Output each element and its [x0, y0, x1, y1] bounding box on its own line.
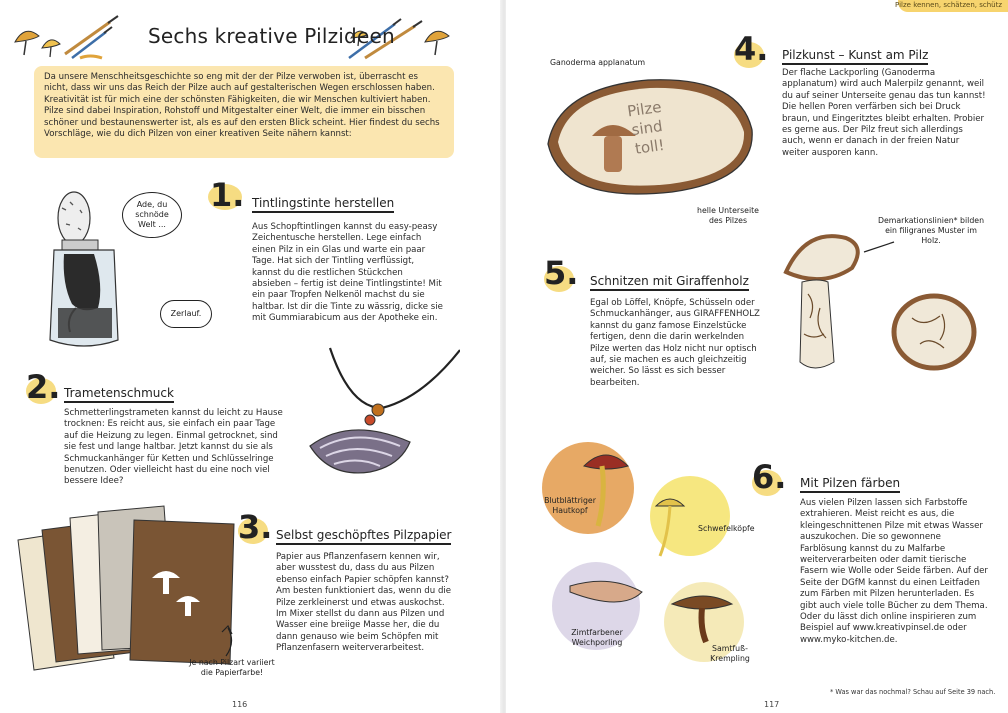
section-text-6: Aus vielen Pilzen lassen sich Farbstoffe extrahieren. Meist reicht es aus, die kleingeschnittenen Pilze mit etwas Wasser auszukochen. Die so gewonnene Farblösung kannst du zu Malfarbe weiterverarbeiten oder damit tierische Fasern wie Wolle oder Seide färben. Auf der Seite der DGfM kannst du einen Leitfaden zum Färben mit Pilzen herunterladen. Es gibt auch viele tolle Bücher zu dem Thema. Oder du lässt dich online inspirieren zum Beispiel auf www.kreativpinsel.de oder www.myko-kitchen.de. [800, 498, 988, 645]
page-number-left: 116 [232, 700, 248, 709]
giraffe-wood-illustration [774, 224, 984, 390]
dye-label-schwefel: Schwefelköpfe [698, 524, 755, 533]
section-heading-5: Schnitzen mit Giraffenholz [590, 274, 749, 291]
mushroom-brush-decoration-left-icon [10, 14, 130, 62]
section-number-2: 2. [26, 368, 61, 406]
ganoderma-label: Ganoderma applanatum [550, 58, 646, 67]
running-header [895, 0, 1008, 12]
left-page [0, 0, 502, 713]
speech-bubble-melt [160, 300, 212, 328]
section-heading-3: Selbst geschöpftes Pilzpapier [276, 528, 451, 545]
section-number-5: 5. [544, 254, 579, 292]
footnote: * Was war das nochmal? Schau auf Seite 39 nach. [830, 688, 996, 696]
section-text-1: Aus Schopftintlingen kannst du easy-peasy Zeichentusche herstellen. Lege einfach einen Pilz in ein Glas und warte ein paar Tage. Hat sich der Tintling verflüssigt, kannst du die restlichen Stückchen absieben – fertig ist deine Tintlingstinte! Mit ein paar Tropfen Nelkenöl machst du sie haltbar. Ist dir die Tinte zu wässrig, dicke sie mit Gummiarabicum aus der Apotheke ein. [252, 222, 443, 324]
section-number-1: 1. [210, 176, 245, 214]
page-number-right: 117 [764, 700, 780, 709]
intro-text-box: Da unsere Menschheitsgeschichte so eng mit der der Pilze verwoben ist, überrascht es nicht, dass wir uns das Reich der Pilze auch auf gestalterischen Wegen erschlossen haben. Kreativität ist für mich eine der schönsten Fähigkeiten, die wir Menschen kultiviert haben. Pilze sind dabei Inspiration, Rohstoff und Mitgestalter einer Welt, die immer ein bisschen schöner und bestaunenswerter ist, als es auf den ersten Blick scheint. Hier findest du sechs Vorschläge, wie du dich Pilzen von einer kreativen Seite nähern kannst: [34, 66, 454, 158]
section-text-5: Egal ob Löffel, Knöpfe, Schüsseln oder Schmuckanhänger, aus GIRAFFENHOLZ kannst du ganz famose Einzelstücke fertigen, denn die darin werkelnden Pilze werten das Holz nicht nur optisch auf, sie machen es auch gleichzeitig weicher. So lässt es sich besser bearbeiten. [590, 298, 760, 388]
speech-bubble-text: Zerlauf. [170, 309, 202, 318]
dye-label-zimt: Zimtfarbener Weichporling [571, 628, 623, 647]
section-heading-2: Trametenschmuck [64, 386, 174, 403]
caption-arrow-icon [212, 622, 242, 658]
section-heading-4: Pilzkunst – Kunst am Pilz [782, 48, 928, 65]
section-number-6: 6. [752, 458, 787, 496]
demarcation-label: Demarkationslinien* bilden ein filigranes Muster im Holz. [877, 216, 985, 245]
section-text-4: Der flache Lackporling (Ganoderma applanatum) wird auch Malerpilz genannt, weil du auf seiner Unterseite genau das tun kannst! Die hellen Poren verfärben sich bei Druck braun, und Eingeritztes bleibt erhalten. Probier es gerne aus. Der Pilz freut sich allerdings auch, wenn er danach in der freien Natur weiter ausporen kann. [782, 68, 986, 158]
ganoderma-writing-line: Pilze [626, 97, 663, 121]
ganoderma-writing-line: sind [630, 116, 664, 140]
section-number-4: 4. [734, 30, 769, 68]
underside-label: helle Unterseite des Pilzes [697, 206, 759, 225]
dye-label-blutblaettriger: Blutblättriger Hautkopf [544, 496, 596, 515]
dye-label-samtfuss: Samtfuß-Krempling [710, 644, 750, 663]
right-page [506, 0, 1008, 713]
section-heading-6: Mit Pilzen färben [800, 476, 900, 493]
trametes-pendant-illustration [290, 346, 460, 496]
section-number-3: 3. [238, 508, 273, 546]
ganoderma-writing-line: toll! [633, 135, 666, 158]
section-text-2: Schmetterlingstrameten kannst du leicht zu Hause trocknen: Es reicht aus, sie einfach ein paar Tage auf die Heizung zu legen. Einmal getrocknet, sind sie fest und lange haltbar. Jetzt kannst du sie als Schmuckanhänger für Ketten und Schlüsselringe benutzen. Oder vielleicht hast du eine noch viel bessere Idee? [64, 408, 283, 487]
paper-caption: Je nach Pilzart variiert die Papierfarbe! [189, 658, 275, 677]
speech-bubble-farewell [122, 192, 182, 238]
section-text-3: Papier aus Pflanzenfasern kennen wir, aber wusstest du, dass du aus Pilzen ebenso einfach Papier schöpfen kannst? Am besten funktioniert das, wenn du die Pilze zerkleinerst und etwas auskochst. Im Mixer stellst du dann aus Pilzen und Wasser eine breiige Masse her, die du dann genauso wie beim Schöpfen mit Pflanzenfasern weiterverarbeitest. [276, 552, 452, 654]
running-header-text: Pilze kennen, schätzen, schütz [895, 1, 1002, 9]
speech-bubble-text: Ade, du schnöde Welt ... [135, 200, 169, 229]
page-title: Sechs kreative Pilzideen [148, 24, 395, 48]
section-heading-1: Tintlingstinte herstellen [252, 196, 394, 213]
